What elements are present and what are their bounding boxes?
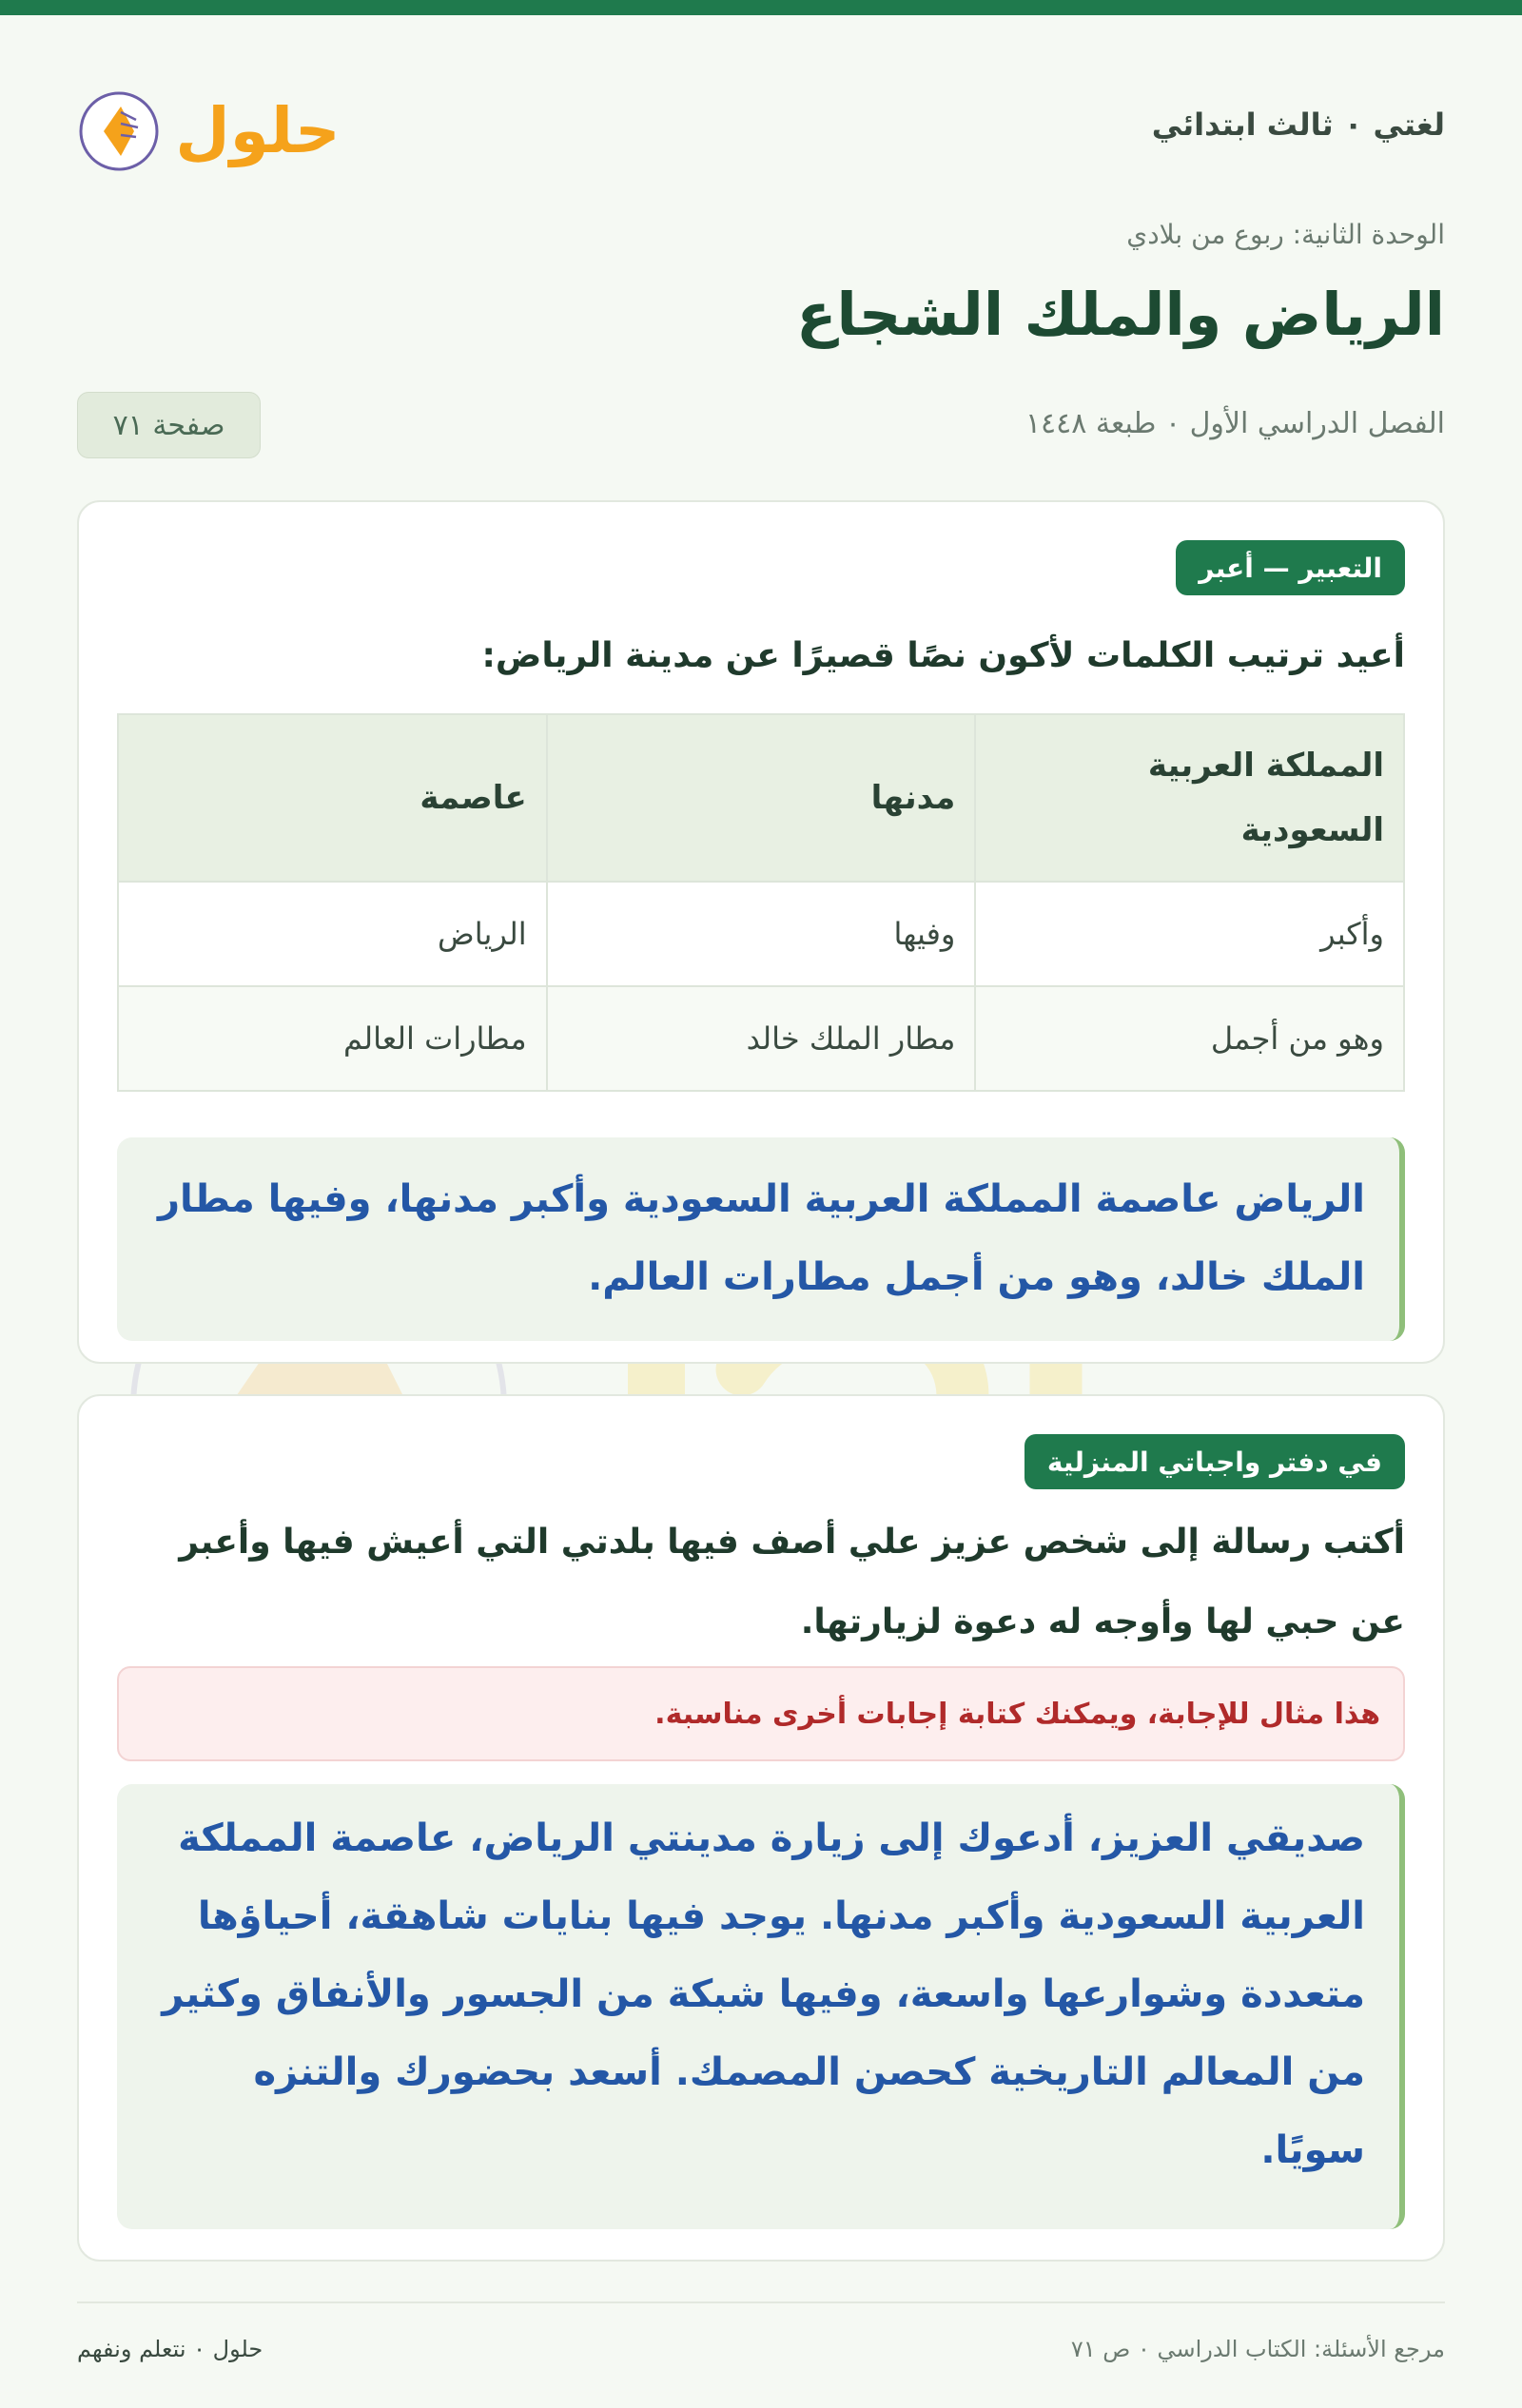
expression-card [77,500,1445,1364]
table-header-cell: المملكة العربية السعودية [975,714,1404,882]
table-cell: وفيها [547,882,976,986]
homework-card [77,1394,1445,2262]
svg-text:حلول: حلول [175,94,341,167]
top-accent-bar [0,0,1522,15]
question-text: أكتب رسالة إلى شخص عزيز علي أصف فيها بلدتي التي أعيش فيها وأعبر عن حبي لها وأوجه له دعوة لزيارتها. [179,1523,1405,1641]
table-cell: وأكبر [975,882,1404,986]
section-tag: في دفتر واجباتي المنزلية [1024,1434,1405,1489]
footer-divider [77,2301,1445,2303]
example-note: هذا مثال للإجابة، ويمكنك كتابة إجابات أخرى مناسبة. [117,1666,1405,1761]
hulul-logo-icon[interactable] [77,84,353,179]
page-header [77,65,1445,198]
section-tag: التعبير — أعبر [1176,540,1405,595]
table-cell: مطارات العالم [118,986,547,1091]
footer-reference: مرجع الأسئلة: الكتاب الدراسي ٠ ص ٧١ [1070,2336,1445,2362]
table-header-cell: عاصمة [118,714,547,882]
question-text: أعيد ترتيب الكلمات لأكون نصًا قصيرًا عن مدينة الرياض: [481,636,1405,675]
table-cell: وهو من أجمل [975,986,1404,1091]
words-table [117,713,1405,1092]
footer-brand[interactable]: حلول ٠ نتعلم ونفهم [77,2336,263,2362]
table-row [118,986,1404,1091]
semester-meta: الفصل الدراسي الأول ٠ طبعة ١٤٤٨ [1024,407,1445,440]
table-row [118,882,1404,986]
table-cell: مطار الملك خالد [547,986,976,1091]
table-cell: الرياض [118,882,547,986]
page-title: الرياض والملك الشجاع [796,280,1445,349]
page-number-badge: صفحة ٧١ [77,392,261,458]
unit-label: الوحدة الثانية: ربوع من بلادي [1126,219,1445,250]
answer-box: الرياض عاصمة المملكة العربية السعودية وأكبر مدنها، وفيها مطار الملك خالد، وهو من أجمل مطارات العالم. [117,1137,1405,1341]
answer-box: صديقي العزيز، أدعوك إلى زيارة مدينتي الرياض، عاصمة المملكة العربية السعودية وأكبر مدنها. يوجد فيها بنايات شاهقة، أحياؤها متعددة وشوارعها واسعة، وفيها شبكة من الجسور والأنفاق وكثير من المعالم التاريخية كحصن المصمك. أسعد بحضورك والتنزه سويًا. [117,1784,1405,2229]
table-header-row [118,714,1404,882]
book-label: لغتي ٠ ثالث ابتدائي [1151,107,1445,143]
table-header-cell: مدنها [547,714,976,882]
